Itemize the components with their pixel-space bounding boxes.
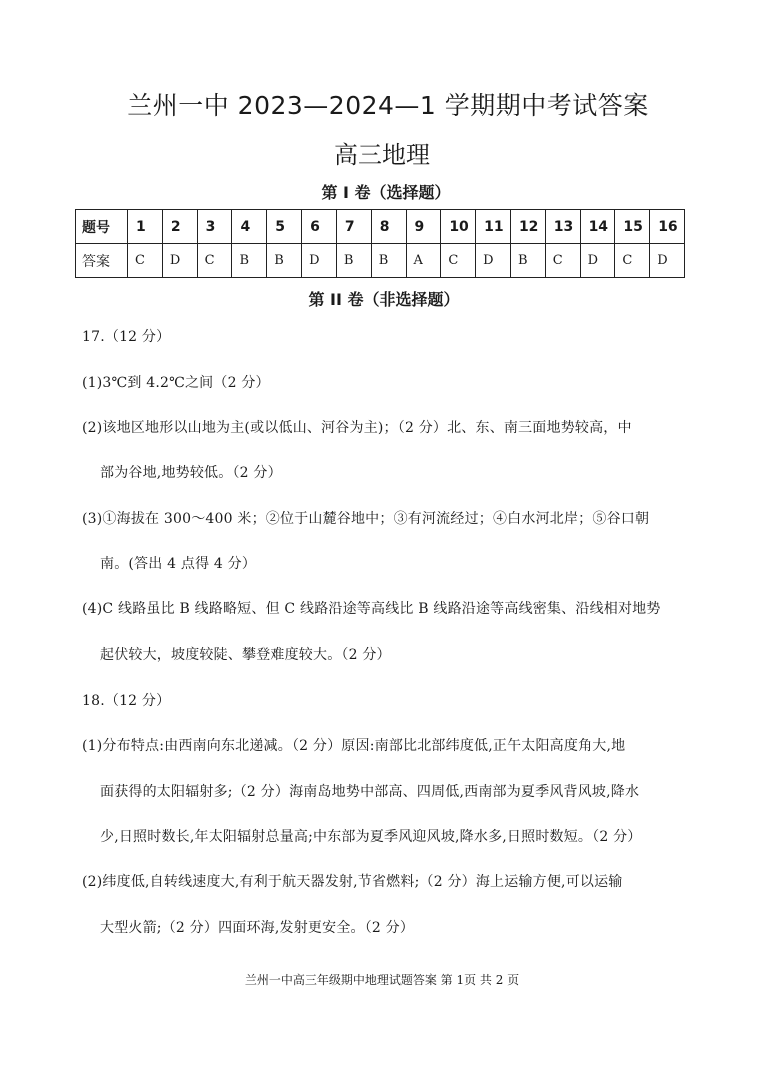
q17-answer-2-line-1: (2)该地区地形以山地为主(或以低山、河谷为主)；（2 分）北、东、南三面地势较高，中	[82, 420, 632, 436]
q17-answer-1: (1)3℃到 4.2℃之间（2 分）	[82, 375, 270, 391]
answer-cell: D	[162, 244, 197, 278]
answer-label: 答案	[76, 244, 128, 278]
answer-cell: D	[650, 244, 685, 278]
document-subtitle: 高三地理	[334, 141, 430, 169]
question-number-cell: 10	[441, 210, 476, 244]
question-number-cell: 12	[510, 210, 545, 244]
question-number-cell: 13	[545, 210, 580, 244]
answer-cell: C	[545, 244, 580, 278]
q18-answer-1-line-3: 少,日照时数长,年太阳辐射总量高;中东部为夏季风迎风坡,降水多,日照时数短。（2 分）	[100, 829, 642, 845]
question-number-cell: 7	[336, 210, 371, 244]
question-number-cell: 14	[580, 210, 615, 244]
question-number-cell: 15	[615, 210, 650, 244]
question-number-cell: 2	[162, 210, 197, 244]
page-footer: 兰州一中高三年级期中地理试题答案 第 1页 共 2 页	[244, 973, 520, 987]
answer-cell: C	[128, 244, 163, 278]
question-number-cell: 9	[406, 210, 441, 244]
question-number-cell: 4	[232, 210, 267, 244]
q17-answer-4-line-1: (4)C 线路虽比 B 线路略短、但 C 线路沿途等高线比 B 线路沿途等高线密集、沿线相对地势	[82, 601, 661, 617]
question-number-cell: 8	[371, 210, 406, 244]
answer-cell: D	[302, 244, 337, 278]
answer-cell: D	[580, 244, 615, 278]
answer-row	[76, 244, 685, 278]
question-number-cell: 11	[476, 210, 511, 244]
q17-answer-3-line-1: (3)①海拔在 300～400 米；②位于山麓谷地中；③有河流经过；④白水河北岸；⑤谷口朝	[82, 511, 650, 527]
answer-cell: D	[476, 244, 511, 278]
q17-answer-2-line-2: 部为谷地,地势较低。（2 分）	[100, 465, 282, 481]
answer-cell: B	[510, 244, 545, 278]
question-number-cell: 5	[267, 210, 302, 244]
question-number-cell: 3	[197, 210, 232, 244]
q18-answer-2-line-1: (2)纬度低,自转线速度大,有利于航天器发射,节省燃料;（2 分）海上运输方便,可以运输	[82, 874, 623, 890]
q18-answer-2-line-2: 大型火箭;（2 分）四面环海,发射更安全。（2 分）	[100, 920, 415, 936]
answer-cell: C	[197, 244, 232, 278]
question-number-cell: 16	[650, 210, 685, 244]
question-number-row	[76, 210, 685, 244]
q17-answer-3-line-2: 南。(答出 4 点得 4 分）	[100, 556, 257, 572]
answer-cell: C	[441, 244, 476, 278]
answer-table	[75, 209, 685, 278]
answer-cell: B	[336, 244, 371, 278]
answer-cell: B	[371, 244, 406, 278]
part1-heading: 第 I 卷（选择题）	[321, 183, 451, 202]
answer-cell: B	[267, 244, 302, 278]
question-number-cell: 6	[302, 210, 337, 244]
question-18-title: 18.（12 分）	[82, 693, 171, 709]
question-number-cell: 1	[128, 210, 163, 244]
answer-cell: C	[615, 244, 650, 278]
q17-answer-4-line-2: 起伏较大，坡度较陡、攀登难度较大。（2 分）	[100, 647, 391, 663]
q18-answer-1-line-1: (1)分布特点:由西南向东北递减。（2 分）原因:南部比北部纬度低,正午太阳高度角大,地	[82, 738, 626, 754]
question-number-label: 题号	[76, 210, 128, 244]
answer-cell: A	[406, 244, 441, 278]
answer-cell: B	[232, 244, 267, 278]
question-17-title: 17.（12 分）	[82, 329, 171, 345]
part2-heading: 第 II 卷（非选择题）	[308, 290, 460, 309]
q18-answer-1-line-2: 面获得的太阳辐射多;（2 分）海南岛地势中部高、四周低,西南部为夏季风背风坡,降水	[100, 784, 640, 800]
document-title: 兰州一中 2023—2024—1 学期期中考试答案	[127, 91, 649, 120]
